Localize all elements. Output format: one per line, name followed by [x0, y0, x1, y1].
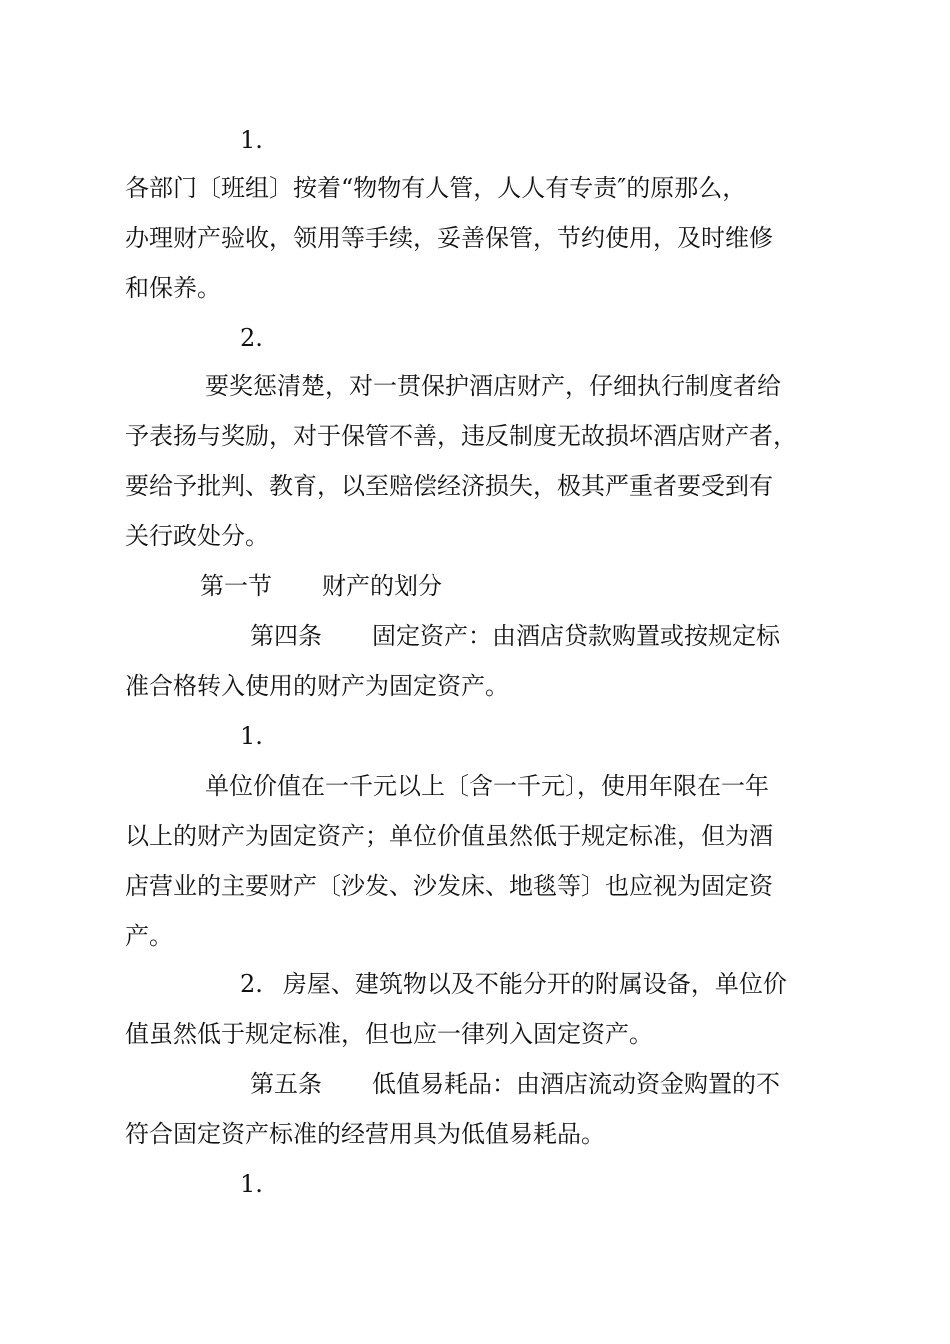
article-text: 低值易耗品：由酒店流动资金购置的不 [372, 1070, 780, 1098]
paragraph-line: 予表扬与奖励，对于保管不善，违反制度无故损坏酒店财产者， [125, 422, 797, 450]
paragraph-line: 产。 [125, 922, 173, 950]
paragraph-line: 要给予批判、教育，以至赔偿经济损失，极其严重者要受到有 [125, 472, 773, 500]
paragraph-line: 办理财产验收，领用等手续，妥善保管，节约使用，及时维修 [125, 224, 773, 252]
paragraph-line: 以上的财产为固定资产；单位价值虽然低于规定标准，但为酒 [125, 822, 773, 850]
list-number: 1. [240, 722, 263, 750]
list-number: 1. [240, 126, 263, 154]
section-title: 财产的划分 [322, 572, 442, 600]
article-heading [250, 620, 780, 652]
paragraph-line: 店营业的主要财产〔沙发、沙发床、地毯等〕也应视为固定资 [125, 872, 773, 900]
paragraph-line: 单位价值在一千元以上〔含一千元〕，使用年限在一年 [205, 772, 769, 800]
list-number: 1. [240, 1170, 263, 1198]
paragraph-line: 和保养。 [125, 274, 221, 302]
article-heading [250, 1068, 780, 1100]
list-number: 2. [240, 324, 263, 352]
paragraph-line: 符合固定资产标准的经营用具为低值易耗品。 [125, 1120, 605, 1148]
section-number: 第一节 [200, 572, 272, 600]
paragraph-line: 准合格转入使用的财产为固定资产。 [125, 672, 509, 700]
list-number: 2. [240, 970, 263, 998]
article-text: 固定资产：由酒店贷款购置或按规定标 [372, 622, 780, 650]
list-item [240, 968, 787, 1000]
article-number: 第四条 [250, 622, 322, 650]
article-number: 第五条 [250, 1070, 322, 1098]
paragraph-line: 关行政处分。 [125, 522, 269, 550]
paragraph-line: 要奖惩清楚，对一贯保护酒店财产，仔细执行制度者给 [205, 372, 781, 400]
section-heading [200, 570, 442, 602]
paragraph-line: 各部门〔班组〕按着“物物有人管，人人有专责″的原那么， [125, 174, 747, 202]
paragraph-line: 值虽然低于规定标准，但也应一律列入固定资产。 [125, 1020, 653, 1048]
paragraph-line: 房屋、建筑物以及不能分开的附属设备，单位价 [282, 970, 787, 998]
